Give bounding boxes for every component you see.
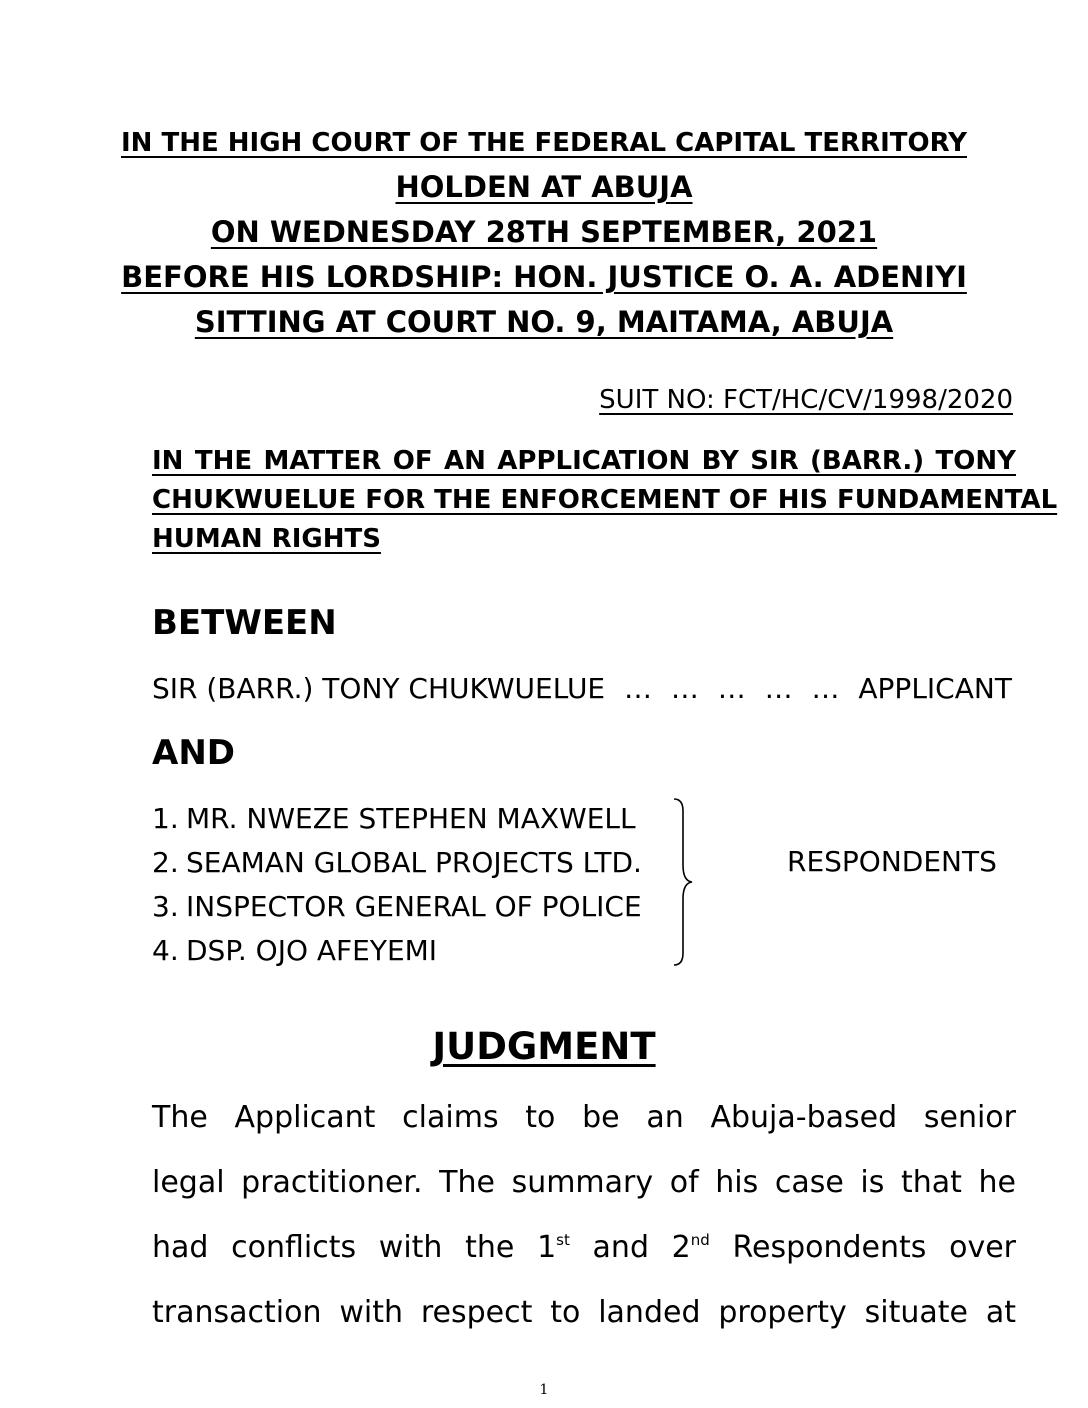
holden-heading: HOLDEN AT ABUJA [395, 170, 693, 204]
body-text-fragment: Respondents over [709, 1230, 1016, 1265]
right-brace-icon [668, 797, 698, 967]
list-item [152, 885, 642, 929]
list-number: 1. [152, 802, 179, 835]
list-number: 3. [152, 890, 179, 923]
ordinal-suffix: nd [690, 1231, 710, 1249]
matter-line: HUMAN RIGHTS [152, 524, 381, 554]
body-line: legal practitioner. The summary of his case is that he [152, 1165, 1016, 1200]
body-line: transaction with respect to landed property situate at [152, 1295, 1016, 1330]
respondent-name: INSPECTOR GENERAL OF POLICE [186, 890, 642, 923]
matter-line: CHUKWUELUE FOR THE ENFORCEMENT OF HIS FUNDAMENTAL [152, 485, 1058, 515]
matter-line: IN THE MATTER OF AN APPLICATION BY SIR (BARR.) TONY [152, 446, 1016, 476]
list-item [152, 929, 642, 973]
respondents-list [152, 797, 642, 973]
list-number: 4. [152, 934, 179, 967]
page-number: 1 [539, 1382, 549, 1398]
dot-leader: … [670, 672, 699, 705]
respondents-label: RESPONDENTS [787, 845, 997, 878]
dot-leader: … [764, 672, 793, 705]
judge-heading: BEFORE HIS LORDSHIP: HON. JUSTICE O. A. ADENIYI [121, 260, 967, 294]
venue-heading: SITTING AT COURT NO. 9, MAITAMA, ABUJA [194, 305, 894, 339]
court-heading: IN THE HIGH COURT OF THE FEDERAL CAPITAL TERRITORY [120, 128, 968, 158]
body-line [152, 1215, 1016, 1280]
ordinal-suffix: st [556, 1231, 570, 1249]
between-label: BETWEEN [152, 603, 337, 643]
respondent-name: DSP. OJO AFEYEMI [186, 934, 438, 967]
judgment-body [152, 1085, 1016, 1345]
list-item [152, 797, 642, 841]
list-number: 2. [152, 846, 179, 879]
body-text-fragment: and 2 [569, 1230, 691, 1265]
dot-leader: … [624, 672, 653, 705]
respondent-name: SEAMAN GLOBAL PROJECTS LTD. [186, 846, 642, 879]
applicant-line [152, 672, 1012, 705]
body-text-fragment: had conflicts with the 1 [152, 1230, 557, 1265]
respondent-name: MR. NWEZE STEPHEN MAXWELL [186, 802, 636, 835]
applicant-name: SIR (BARR.) TONY CHUKWUELUE [152, 672, 606, 705]
and-label: AND [152, 733, 235, 773]
dot-leader: … [717, 672, 746, 705]
judgment-title: JUDGMENT [432, 1025, 656, 1068]
date-heading: ON WEDNESDAY 28TH SEPTEMBER, 2021 [210, 215, 878, 249]
body-line: The Applicant claims to be an Abuja-based senior [152, 1100, 1016, 1135]
matter-title [152, 442, 1058, 559]
applicant-role: APPLICANT [858, 672, 1012, 705]
dot-leader: … [811, 672, 840, 705]
suit-number: SUIT NO: FCT/HC/CV/1998/2020 [599, 385, 1013, 415]
list-item [152, 841, 642, 885]
